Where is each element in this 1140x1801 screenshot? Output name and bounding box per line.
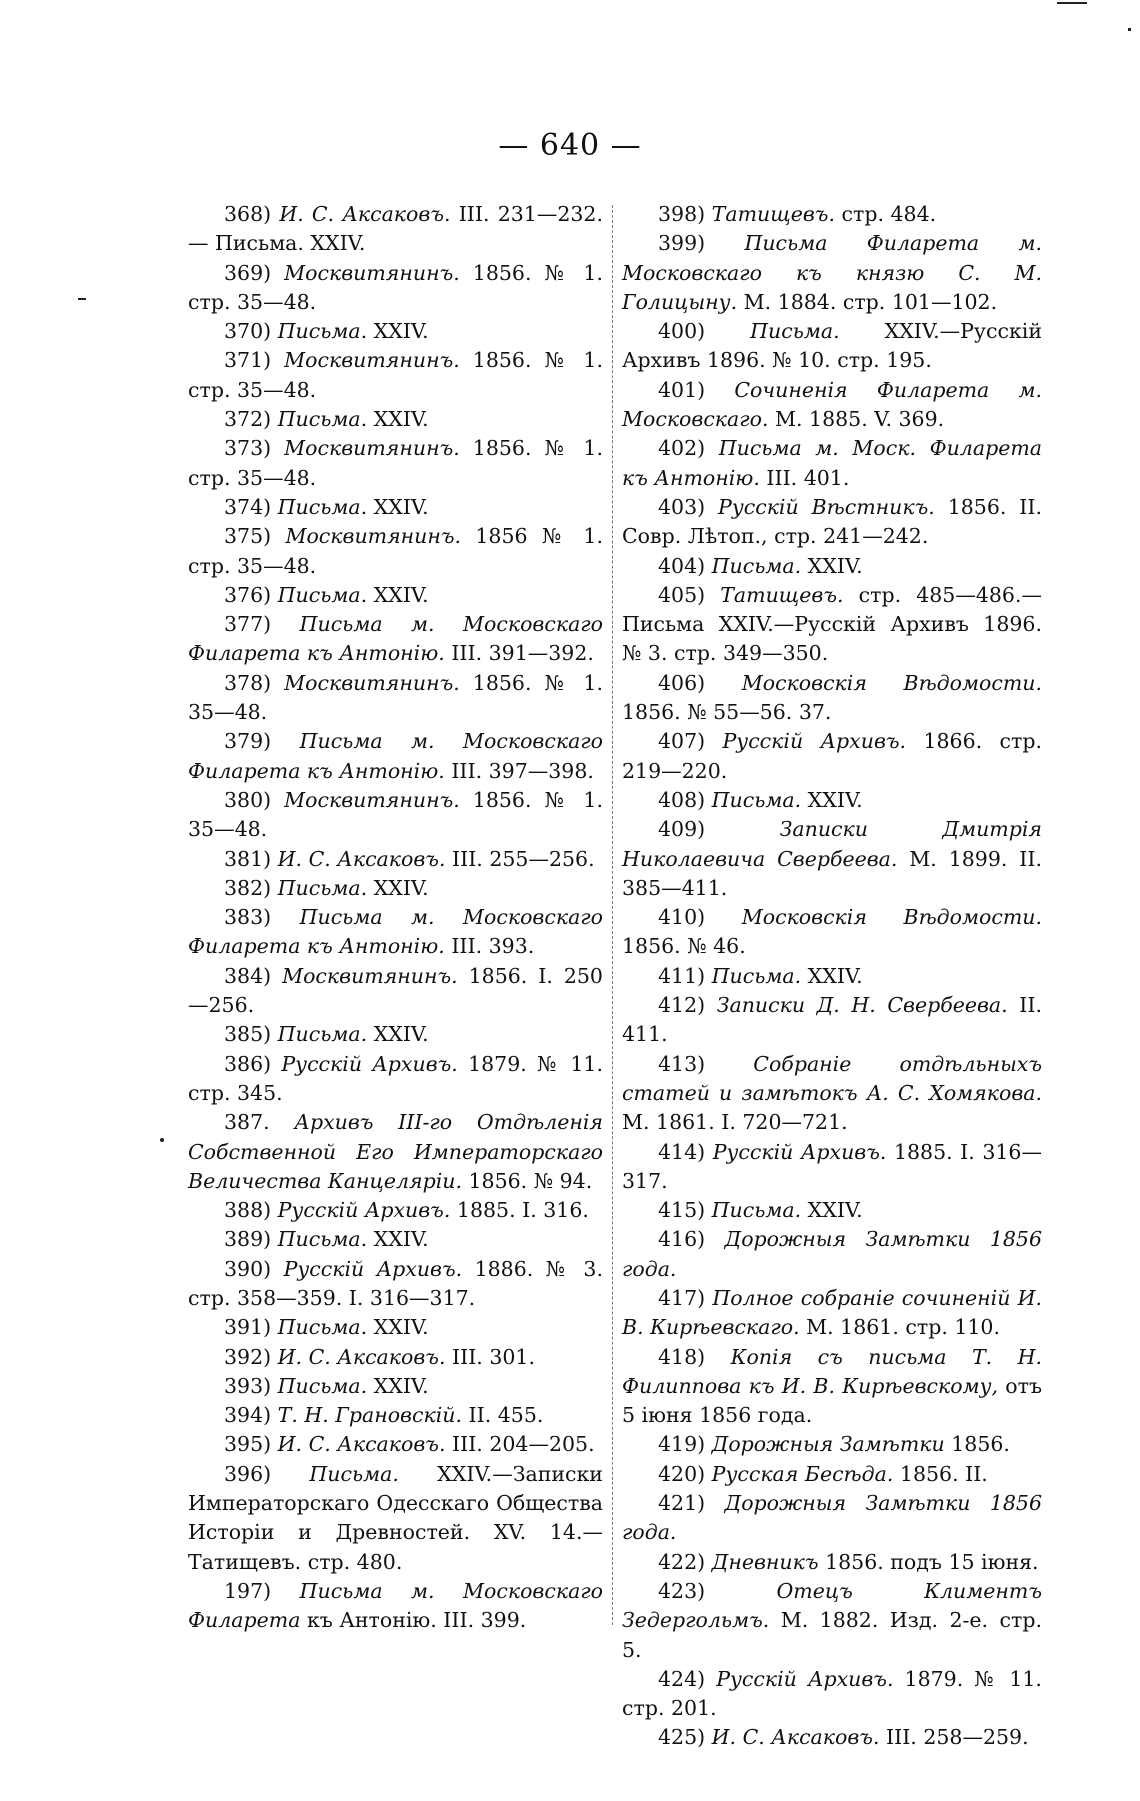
bibliography-entry (622, 1196, 1042, 1225)
entry-title: Татищевъ. (720, 582, 844, 607)
entry-reference: XXIV. (373, 1227, 429, 1252)
entry-number: 423) (658, 1578, 706, 1603)
entry-reference: XXIV. (373, 1373, 429, 1398)
entry-number: 383) (224, 905, 272, 930)
entry-title: Письма Филарета м. Московскаго къ князю С. М. Голицыну. (622, 231, 1042, 314)
bibliography-entry (622, 815, 1042, 903)
entry-number: 396) (224, 1461, 272, 1486)
entry-number: 410) (658, 905, 706, 930)
entry-number: 373) (224, 436, 272, 461)
entry-number: 384) (224, 963, 272, 988)
entry-reference: М. 1861. стр. 110. (806, 1315, 1000, 1340)
entry-title: Русскій Архивъ. (716, 1666, 894, 1691)
entry-reference: III. 301. (452, 1344, 535, 1369)
entry-reference: 1856. (951, 1432, 1010, 1457)
bibliography-entry (188, 1050, 603, 1109)
entry-number: 403) (658, 494, 706, 519)
entry-number: 389) (224, 1227, 272, 1252)
entry-title: Русскій Архивъ. (283, 1256, 463, 1281)
entry-reference: 1856. № 1. стр. 35—48. (188, 348, 603, 402)
entry-reference: III. 391—392. (451, 641, 594, 666)
entry-number: 421) (658, 1491, 706, 1516)
entry-title: Письма. (277, 1022, 368, 1047)
entry-reference: М. 1899. II. 385—411. (622, 846, 1042, 900)
entry-number: 378) (224, 670, 272, 695)
entry-title: Письма. (750, 319, 840, 344)
entry-title: Собраніе отдѣльныхъ статей и замѣтокъ А. С. Хомякова. (622, 1051, 1042, 1105)
entry-title: Русская Бесѣда. (711, 1461, 894, 1486)
entry-number: 422) (658, 1549, 706, 1574)
entry-number: 375) (224, 524, 272, 549)
entry-reference: XXIV. (807, 963, 863, 988)
entry-title: Письма. (277, 875, 368, 900)
entry-reference: XXIV. (373, 1315, 429, 1340)
bibliography-entry (188, 1020, 603, 1049)
entry-number: 372) (224, 407, 272, 432)
entry-reference: 1866. стр. 219—220. (622, 729, 1042, 783)
bibliography-entry (188, 259, 603, 318)
bibliography-entry (622, 1050, 1042, 1138)
entry-reference: III. 397—398. (451, 758, 594, 783)
entry-title: Русскій Архивъ. (722, 729, 907, 754)
bibliography-entry (622, 1284, 1042, 1343)
entry-reference: стр. 485—486.— Письма XXIV.—Русскій Архивъ 1896. № 3. стр. 349—350. (622, 582, 1042, 666)
entry-reference: стр. 484. (841, 202, 937, 226)
entry-reference: 1856. № 1. 35—48. (188, 787, 603, 842)
bibliography-entry (188, 1343, 603, 1372)
bibliography-entry (622, 552, 1042, 581)
entry-title: Дорожныя Замѣтки 1856 года. (622, 1491, 1042, 1545)
entry-reference: 1856. II. Совр. Лѣтоп., стр. 241—242. (622, 494, 1042, 549)
entry-title: Письма. (277, 319, 368, 344)
entry-title: Записки Дмитрія Николаевича Свербеева. (622, 817, 1042, 871)
entry-number: 368) (224, 202, 272, 226)
bibliography-entry (188, 669, 603, 728)
entry-title: Письма. (277, 1373, 368, 1398)
bibliography-entry (622, 1723, 1042, 1752)
entry-reference: XXIV. (373, 407, 429, 432)
entry-number: 385) (224, 1022, 272, 1047)
entry-reference: II. 411. (622, 993, 1042, 1047)
entry-reference: XXIV. (807, 1198, 863, 1223)
bibliography-entry (622, 991, 1042, 1050)
entry-number: 402) (658, 436, 706, 461)
entry-title: Москвитянинъ. (284, 436, 460, 461)
bibliography-entry (622, 669, 1042, 728)
bibliography-entry (188, 610, 603, 669)
entry-reference: XXIV.—Русскій Архивъ 1896. № 10. стр. 195. (622, 319, 1042, 373)
entry-reference: XXIV. (807, 787, 863, 812)
left-column (188, 200, 603, 1636)
entry-number: 414) (658, 1139, 706, 1164)
bibliography-entry (188, 727, 603, 786)
bibliography-entry (188, 1460, 603, 1577)
entry-title: Полное собраніе сочиненій И. В. Кирѣевскаго. (622, 1285, 1042, 1340)
entry-title: Записки Д. Н. Свербеева. (716, 993, 1008, 1018)
entry-number: 377) (224, 612, 272, 637)
entry-number: 369) (224, 260, 272, 285)
entry-title: Письма. (277, 1315, 368, 1340)
entry-title: Письма м. Моск. Филарета къ Антонію. (622, 436, 1042, 490)
entry-reference: 1856. № 94. (468, 1168, 593, 1193)
entry-reference: XXIV. (373, 1022, 429, 1047)
entry-number: 406) (658, 670, 706, 695)
bibliography-entry (188, 1255, 603, 1314)
entry-reference: М. 1861. I. 720—721. (622, 1110, 848, 1135)
entry-number: 382) (224, 875, 272, 900)
bibliography-entry (188, 346, 603, 405)
bibliography-entry (188, 1196, 603, 1225)
column-divider (612, 205, 613, 1625)
entry-title: Москвитянинъ. (285, 524, 462, 549)
bibliography-entry (622, 493, 1042, 552)
entry-title: Архивъ III-го Отдѣленія Собственной Его Императорскаго Величества Канцеляріи. (188, 1110, 603, 1193)
entry-title: Письма. (277, 494, 368, 519)
entry-number: 416) (658, 1227, 706, 1252)
entry-number: 374) (224, 494, 272, 519)
entry-number: 399) (658, 231, 706, 256)
entry-title: Татищевъ. (711, 202, 835, 226)
entry-title: Копія съ письма Т. Н. Филиппова къ И. В. Кирѣевскому, (622, 1344, 1042, 1398)
entry-number: 409) (658, 817, 706, 842)
bibliography-entry (188, 200, 603, 259)
entry-reference: II. 455. (468, 1403, 544, 1428)
entry-number: 417) (658, 1285, 706, 1310)
scan-speck (78, 298, 86, 300)
entry-title: Сочиненія Филарета м. Московскаго. (622, 377, 1042, 432)
bibliography-entry (188, 1313, 603, 1342)
scan-speck (1057, 2, 1087, 4)
bibliography-entry (622, 1548, 1042, 1577)
entry-number: 388) (224, 1198, 272, 1223)
entry-reference: III. 231—232.— Письма. XXIV. (188, 202, 603, 256)
entry-number: 197) (224, 1578, 272, 1603)
bibliography-entry (188, 405, 603, 434)
entry-reference: 1856. подъ 15 іюня. (825, 1549, 1039, 1574)
entry-title: Московскія Вѣдомости. (741, 905, 1042, 930)
entry-number: 387. (224, 1110, 270, 1135)
bibliography-entry (188, 522, 603, 581)
entry-title: Письма. (711, 1198, 802, 1223)
entry-title: Дорожныя Замѣтки (711, 1432, 945, 1457)
entry-reference: 1856. № 1. стр. 35—48. (188, 436, 603, 490)
entry-number: 395) (224, 1432, 272, 1457)
entry-reference: М. 1882. Изд. 2-е. стр. 5. (622, 1608, 1042, 1662)
entry-number: 411) (658, 963, 706, 988)
entry-title: И. С. Аксаковъ. (277, 846, 446, 871)
bibliography-entry (622, 1225, 1042, 1284)
entry-number: 415) (658, 1198, 706, 1223)
entry-number: 425) (658, 1725, 706, 1750)
entry-reference: XXIV. (373, 494, 429, 519)
entry-number: 386) (224, 1051, 272, 1076)
entry-reference: 1886. № 3. стр. 358—359. I. 316—317. (188, 1256, 603, 1310)
entry-title: Т. Н. Грановскій. (277, 1403, 462, 1428)
bibliography-entry (188, 962, 603, 1021)
entry-title: Москвитянинъ. (282, 963, 458, 988)
entry-reference: 1885. I. 316. (456, 1198, 589, 1223)
entry-title: Отецъ Климентъ Зедергольмъ. (622, 1578, 1042, 1633)
entry-reference: III. 255—256. (452, 846, 595, 871)
bibliography-entry (622, 903, 1042, 962)
bibliography-entry (622, 962, 1042, 991)
entry-number: 370) (224, 319, 272, 344)
bibliography-entry (188, 874, 603, 903)
entry-title: Дневникъ (711, 1549, 819, 1574)
entry-title: Русскій Архивъ. (277, 1198, 451, 1223)
entry-title: Письма м. Московскаго Филарета къ Антонію. (188, 612, 603, 666)
entry-number: 401) (658, 377, 706, 402)
scan-speck (160, 1138, 164, 1142)
entry-title: Письма м. Московскаго Филарета къ Антонію. (188, 905, 603, 959)
entry-title: И. С. Аксаковъ. (711, 1725, 880, 1750)
entry-number: 408) (658, 787, 706, 812)
entry-reference: XXIV. (807, 553, 863, 578)
entry-number: 379) (224, 729, 272, 754)
entry-number: 400) (658, 319, 706, 344)
entry-reference: 1856. № 1. стр. 35—48. (188, 260, 603, 314)
entry-number: 391) (224, 1315, 272, 1340)
right-column (622, 200, 1042, 1753)
page-number: — 640 — (498, 128, 642, 163)
entry-number: 376) (224, 582, 272, 607)
entry-title: Письма. (277, 582, 368, 607)
entry-reference: М. 1884. стр. 101—102. (743, 289, 998, 314)
entry-reference: 1879. № 11. стр. 201. (622, 1666, 1042, 1721)
entry-reference: къ Антонію. III. 399. (306, 1608, 527, 1633)
entry-number: 412) (658, 993, 706, 1018)
entry-title: Москвитянинъ. (284, 260, 460, 285)
entry-title: Московскія Вѣдомости. (741, 670, 1042, 695)
entry-number: 398) (658, 202, 706, 226)
bibliography-entry (188, 1108, 603, 1196)
entry-title: Русскій Вѣстникъ. (718, 494, 935, 519)
bibliography-entry (622, 786, 1042, 815)
bibliography-entry (622, 1665, 1042, 1724)
bibliography-entry (188, 581, 603, 610)
entry-reference: 1856. № 46. (622, 934, 746, 959)
entry-reference: III. 258—259. (886, 1725, 1029, 1750)
entry-number: 413) (658, 1051, 706, 1076)
entry-title: Москвитянинъ. (284, 787, 460, 812)
entry-number: 390) (224, 1256, 272, 1281)
entry-reference: 1885. I. 316—317. (622, 1139, 1042, 1193)
entry-number: 404) (658, 553, 706, 578)
bibliography-entry (188, 903, 603, 962)
entry-title: Письма м. Московскаго Филарета къ Антонію. (188, 729, 603, 783)
entry-title: И. С. Аксаковъ. (277, 1432, 446, 1457)
entry-reference: 1856. I. 250—256. (188, 963, 603, 1018)
bibliography-entry (188, 434, 603, 493)
entry-title: Письма. (711, 553, 802, 578)
entry-title: Письма. (711, 787, 802, 812)
bibliography-entry (188, 1372, 603, 1401)
entry-title: Москвитянинъ. (284, 670, 460, 695)
bibliography-entry (188, 1430, 603, 1459)
entry-reference: 1879. № 11. стр. 345. (188, 1051, 603, 1105)
bibliography-entry (622, 1460, 1042, 1489)
bibliography-entry (188, 493, 603, 522)
bibliography-entry (622, 1577, 1042, 1665)
bibliography-entry (622, 376, 1042, 435)
entry-title: Дорожныя Замѣтки 1856 года. (622, 1227, 1042, 1281)
bibliography-entry (622, 727, 1042, 786)
entry-reference: III. 204—205. (452, 1432, 595, 1457)
entry-reference: отъ 5 іюня 1856 года. (622, 1373, 1042, 1428)
bibliography-entry (188, 786, 603, 845)
bibliography-entry (188, 1577, 603, 1636)
bibliography-entry (622, 1343, 1042, 1431)
entry-number: 405) (658, 582, 706, 607)
entry-title: Русскій Архивъ. (712, 1139, 887, 1164)
entry-title: Русскій Архивъ. (281, 1051, 458, 1076)
bibliography-entry (622, 1430, 1042, 1459)
entry-number: 407) (658, 729, 706, 754)
bibliography-entry (622, 1138, 1042, 1197)
entry-number: 393) (224, 1373, 272, 1398)
entry-reference: III. 401. (766, 465, 850, 490)
bibliography-entry (188, 1401, 603, 1430)
entry-reference: III. 393. (451, 934, 535, 959)
entry-reference: 1856. II. (899, 1461, 988, 1486)
bibliography-entry (622, 434, 1042, 493)
entry-reference: XXIV.—Записки Императорскаго Одесскаго Общества Исторіи и Древностей. XV. 14.—Татищевъ. стр. 480. (188, 1461, 603, 1574)
bibliography-entry (188, 1225, 603, 1254)
entry-number: 394) (224, 1403, 272, 1428)
entry-number: 424) (658, 1666, 706, 1691)
entry-title: И. С. Аксаковъ. (277, 1344, 446, 1369)
entry-number: 420) (658, 1461, 706, 1486)
entry-reference: М. 1885. V. 369. (775, 407, 945, 432)
entry-number: 418) (658, 1344, 706, 1369)
entry-reference: XXIV. (373, 582, 429, 607)
entry-title: Письма. (277, 1227, 368, 1252)
entry-reference: 1856. № 55—56. 37. (622, 700, 832, 725)
entry-title: Письма. (711, 963, 802, 988)
bibliography-entry (622, 581, 1042, 669)
entry-number: 392) (224, 1344, 272, 1369)
entry-reference: 1856 № 1. стр. 35—48. (188, 524, 603, 578)
entry-title: Москвитянинъ. (284, 348, 460, 373)
entry-number: 380) (224, 787, 272, 812)
bibliography-entry (622, 317, 1042, 376)
bibliography-entry (622, 1489, 1042, 1548)
scan-speck (1128, 28, 1131, 31)
bibliography-entry (188, 317, 603, 346)
entry-reference: XXIV. (373, 319, 429, 344)
bibliography-entry (622, 200, 1042, 229)
bibliography-entry (188, 845, 603, 874)
entry-reference: XXIV. (373, 875, 429, 900)
bibliography-entry (622, 229, 1042, 317)
entry-title: Письма м. Московскаго Филарета (188, 1578, 603, 1633)
entry-number: 371) (224, 348, 272, 373)
entry-title: И. С. Аксаковъ. (279, 202, 451, 226)
entry-title: Письма. (277, 407, 368, 432)
entry-number: 419) (658, 1432, 706, 1457)
entry-reference: 1856. № 1. 35—48. (188, 670, 603, 725)
entry-title: Письма. (309, 1461, 399, 1486)
entry-number: 381) (224, 846, 272, 871)
